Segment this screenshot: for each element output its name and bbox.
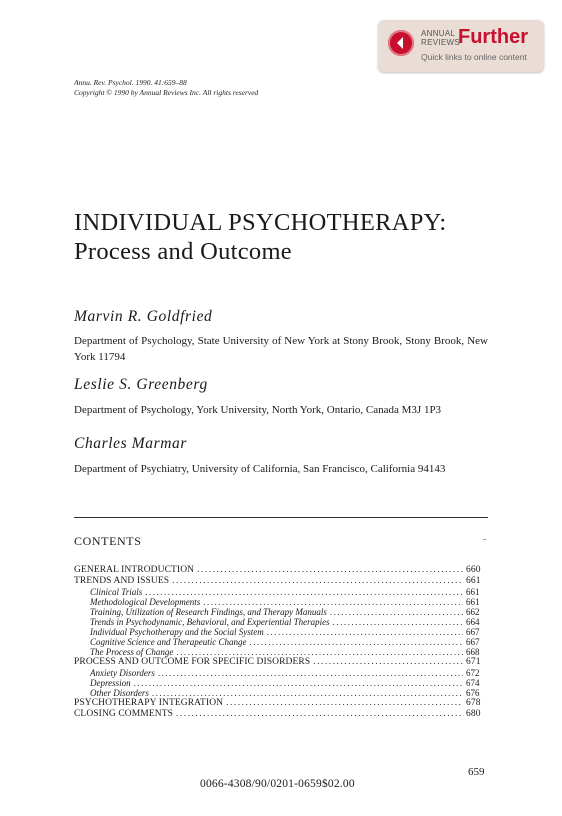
title-line-1: INDIVIDUAL PSYCHOTHERAPY: bbox=[74, 209, 447, 236]
toc-entry-page: 674 bbox=[466, 678, 480, 688]
toc-entry[interactable] bbox=[74, 698, 488, 709]
toc-entry-page: 680 bbox=[466, 709, 481, 719]
article-title bbox=[74, 208, 447, 266]
toc-entry-page: 672 bbox=[466, 668, 480, 678]
toc-entry-label: The Process of Change bbox=[90, 647, 174, 657]
toc-entry-label: CLOSING COMMENTS bbox=[74, 709, 173, 719]
toc-leader-dots bbox=[333, 617, 463, 627]
toc-leader-dots bbox=[330, 607, 463, 617]
toc-entry-label: Other Disorders bbox=[90, 688, 149, 698]
toc-leader-dots bbox=[145, 587, 463, 597]
citation-journal: Annu. Rev. Psychol. 1990. 41:659–88 bbox=[74, 78, 187, 87]
toc-entry[interactable] bbox=[74, 678, 488, 688]
further-label: Further bbox=[458, 26, 528, 48]
toc-entry[interactable] bbox=[74, 576, 488, 587]
author-affiliation: Department of Psychiatry, University of California, San Francisco, California 94143 bbox=[74, 463, 446, 475]
author-affiliation: Department of Psychology, State University of New York at Stony Brook, Stony Brook, New York 11794 bbox=[74, 335, 488, 363]
toc-entry-page: 678 bbox=[466, 698, 481, 708]
footer-code: 0066-4308/90/0201-0659$02.00 bbox=[200, 778, 355, 790]
play-arrow-icon bbox=[388, 30, 414, 56]
citation-copyright: Copyright © 1990 by Annual Reviews Inc. All rights reserved bbox=[74, 88, 259, 97]
toc-entry-label: Individual Psychotherapy and the Social System bbox=[90, 627, 264, 637]
toc-entry-label: Anxiety Disorders bbox=[90, 668, 155, 678]
toc-leader-dots bbox=[176, 709, 463, 720]
toc-entry-page: 661 bbox=[466, 576, 481, 586]
toc-leader-dots bbox=[249, 637, 463, 647]
toc-entry-page: 667 bbox=[466, 637, 480, 647]
author-name: Leslie S. Greenberg bbox=[74, 376, 208, 393]
toc-leader-dots bbox=[267, 627, 463, 637]
toc-leader-dots bbox=[152, 688, 463, 698]
toc-leader-dots bbox=[176, 647, 463, 657]
table-of-contents bbox=[74, 565, 488, 720]
toc-entry-page: 676 bbox=[466, 688, 480, 698]
toc-entry-label: Trends in Psychodynamic, Behavioral, and Experiential Therapies bbox=[90, 617, 330, 627]
toc-entry-label: GENERAL INTRODUCTION bbox=[74, 565, 195, 575]
toc-entry-label: TRENDS AND ISSUES bbox=[74, 576, 170, 586]
quick-links-subtitle: Quick links to online content bbox=[421, 52, 527, 62]
toc-entry[interactable] bbox=[74, 647, 488, 657]
toc-entry-label: Methodological Developments bbox=[90, 597, 201, 607]
toc-entry-page: 664 bbox=[466, 617, 480, 627]
toc-entry[interactable] bbox=[74, 657, 488, 668]
contents-dash-mark: - bbox=[483, 534, 487, 545]
author-name: Marvin R. Goldfried bbox=[74, 308, 213, 325]
toc-leader-dots bbox=[172, 576, 463, 587]
toc-leader-dots bbox=[313, 657, 463, 668]
toc-entry-label: Depression bbox=[90, 678, 131, 688]
toc-entry-page: 661 bbox=[466, 587, 480, 597]
toc-entry-page: 661 bbox=[466, 597, 480, 607]
author-affiliation: Department of Psychology, York University, North York, Ontario, Canada M3J 1P3 bbox=[74, 404, 442, 416]
toc-entry[interactable] bbox=[74, 688, 488, 698]
annual-reviews-further-badge[interactable] bbox=[378, 20, 544, 72]
toc-entry[interactable] bbox=[74, 617, 488, 627]
toc-entry-label: Training, Utilization of Research Findings, and Therapy Manuals bbox=[90, 607, 327, 617]
toc-leader-dots bbox=[197, 565, 463, 576]
toc-entry[interactable] bbox=[74, 597, 488, 607]
section-divider bbox=[74, 517, 488, 518]
toc-entry-label: PSYCHOTHERAPY INTEGRATION bbox=[74, 698, 224, 708]
toc-entry[interactable] bbox=[74, 709, 488, 720]
author-name: Charles Marmar bbox=[74, 435, 188, 452]
toc-entry-page: 660 bbox=[466, 565, 481, 575]
page-number: 659 bbox=[468, 766, 485, 778]
title-line-2: Process and Outcome bbox=[74, 238, 292, 265]
toc-entry-label: Clinical Trials bbox=[90, 587, 143, 597]
toc-entry-page: 667 bbox=[466, 627, 480, 637]
citation bbox=[74, 78, 258, 98]
toc-entry[interactable] bbox=[74, 668, 488, 678]
toc-entry[interactable] bbox=[74, 627, 488, 637]
toc-leader-dots bbox=[203, 597, 463, 607]
toc-entry-label: Cognitive Science and Therapeutic Change bbox=[90, 637, 247, 647]
toc-entry[interactable] bbox=[74, 587, 488, 597]
toc-leader-dots bbox=[134, 678, 463, 688]
toc-entry-label: PROCESS AND OUTCOME FOR SPECIFIC DISORDERS bbox=[74, 657, 311, 667]
annual-reviews-label: ANNUAL REVIEWS bbox=[421, 29, 460, 47]
toc-entry-page: 662 bbox=[466, 607, 480, 617]
toc-entry[interactable] bbox=[74, 565, 488, 576]
toc-entry[interactable] bbox=[74, 637, 488, 647]
toc-leader-dots bbox=[226, 698, 463, 709]
toc-entry-page: 671 bbox=[466, 657, 481, 667]
toc-entry-page: 668 bbox=[466, 647, 480, 657]
contents-heading: CONTENTS bbox=[74, 534, 142, 548]
toc-leader-dots bbox=[158, 668, 463, 678]
toc-entry[interactable] bbox=[74, 607, 488, 617]
